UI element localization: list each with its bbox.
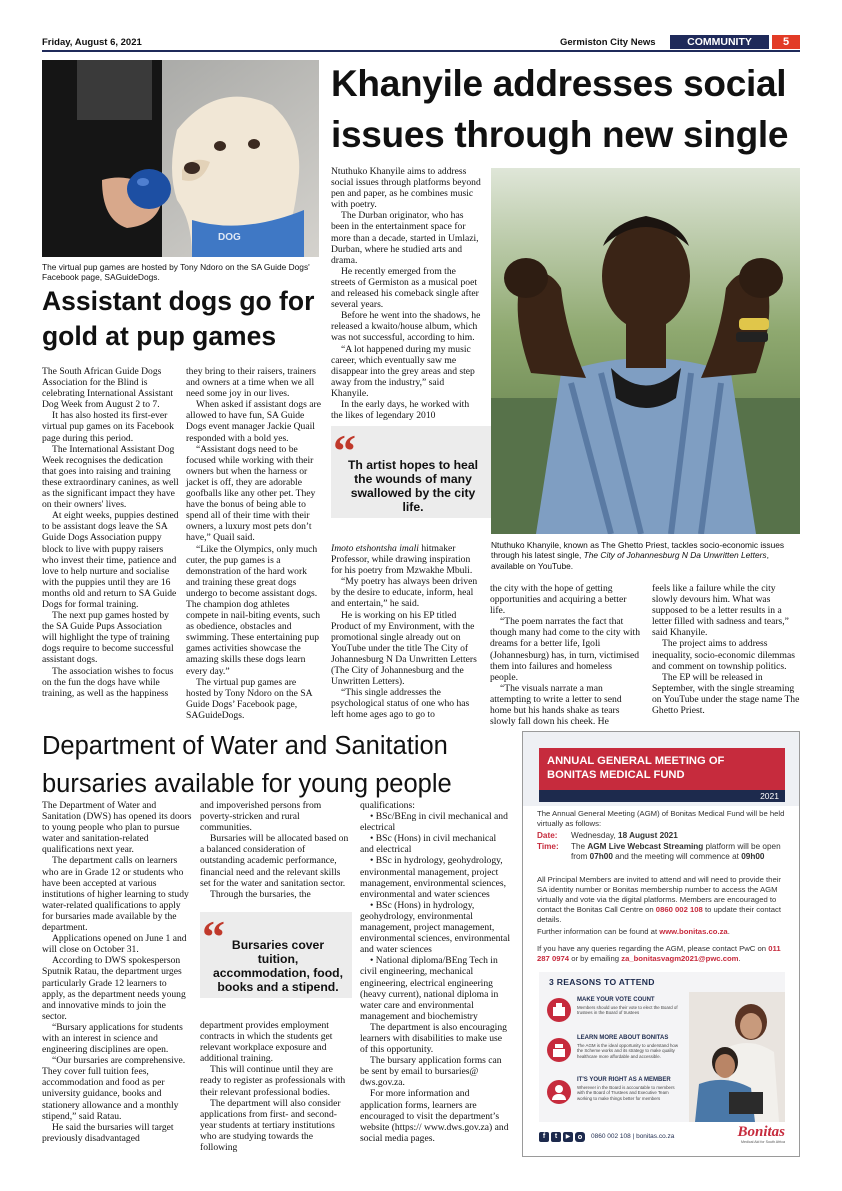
ad-footer-bar xyxy=(539,1124,785,1148)
bonitas-logo xyxy=(725,1124,785,1145)
ad-reasons-title: 3 REASONS TO ATTEND xyxy=(549,977,655,987)
paragraph: the city with the hope of getting opportunities and acquiring a better life. xyxy=(490,583,627,617)
ad-pwc-email[interactable]: za_bonitasvagm2021@pwc.com xyxy=(621,954,739,963)
paragraph: The department is also encouraging learners with disabilities to make use of this opportunity. xyxy=(360,1021,507,1056)
ad-reason-2-title: LEARN MORE ABOUT BONITAS xyxy=(577,1035,669,1041)
paragraph: department provides employment contracts in which the students get relevant workplace exposure and additional training. xyxy=(200,1020,333,1065)
bullet-item: • BSc in hydrology, geohydrology, environmental management, project management, environmental sciences, environmental and water sciences xyxy=(360,855,506,900)
ad-reason-3 xyxy=(547,1074,707,1114)
page-date: Friday, August 6, 2021 xyxy=(42,37,142,48)
ad-reason-1 xyxy=(547,994,707,1030)
paragraph: The bursary application forms can be sent by email to bursaries@ dws.gov.za. xyxy=(360,1055,502,1089)
ad-time-mid: platform will be open from xyxy=(571,842,781,861)
ad-title-banner xyxy=(539,748,785,790)
khanyile-column-1 xyxy=(331,166,481,421)
paragraph: He recently emerged from the streets of Germiston as a musical poet and released his comeback single after several years. xyxy=(331,265,479,311)
paragraph: This will continue until they are ready to register as professionals with their relevant professional bodies. xyxy=(200,1064,346,1098)
bonitas-logo-tagline: Medical Aid for South Africa xyxy=(741,1140,785,1144)
ad-further-pre: Further information can be found at xyxy=(537,927,660,936)
paragraph-rest: hitmaker Professor, while drawing inspiration for his poetry from Mzwakhe Mbuli. xyxy=(331,543,473,577)
paragraph: “A lot happened during my music career, which eventually saw me disappear into the grey areas and step away from the industry,” said Khanyile. xyxy=(331,343,475,399)
ad-intro: The Annual General Meeting (AGM) of Bonitas Medical Fund will be held virtually as follows: xyxy=(537,809,785,828)
ad-time-open: 07h00 xyxy=(589,852,613,861)
khanyile-column-1-lower xyxy=(331,543,481,721)
svg-text:DOG: DOG xyxy=(218,232,241,243)
water-column-1 xyxy=(42,800,192,1144)
member-badge-icon xyxy=(547,1080,571,1104)
paragraph: In the early days, he worked with the likes of legendary 2010 xyxy=(331,398,470,422)
ad-call-centre[interactable]: 0860 002 108 xyxy=(655,905,703,914)
ad-members-pre: All Principal Members are invited to attend and will need to provide their SA identity number or Bonitas membership number to access the AGM virtually and vote via the digital platforms. Members are encouraged to contact the Bonitas Call Centre on xyxy=(537,875,781,914)
water-pull-quote xyxy=(200,912,352,998)
ad-time-start: 09h00 xyxy=(741,852,765,861)
paragraph: Applications opened on June 1 and will close on October 31. xyxy=(42,933,187,956)
bullet-item: • BSc/BEng in civil mechanical and electrical xyxy=(360,811,508,834)
paragraph: The South African Guide Dogs Association for the Blind is celebrating International Assistant Dog Week from August 2 to 7. xyxy=(42,366,174,411)
quote-mark-icon: “ xyxy=(333,425,356,476)
ad-year-bar xyxy=(539,790,785,802)
ballot-box-icon xyxy=(547,998,571,1022)
song-title: Imoto etshontsha imali xyxy=(331,543,419,554)
paragraph: Through the bursaries, the xyxy=(210,888,311,900)
ad-members-text xyxy=(537,875,789,925)
bonitas-logo-text: Bonitas xyxy=(737,1124,785,1140)
paragraph: For more information and application forms, learners are encouraged to visit the department’s website (https:// www.dws.gov.za) and social media pages. xyxy=(360,1088,509,1144)
instagram-icon[interactable] xyxy=(575,1132,585,1142)
khanyile-headline-line1: Khanyile addresses social xyxy=(331,63,787,104)
paragraph: “Our bursaries are comprehensive. They cover full tuition fees, accommodation and food as per university guidance, books and stationery allowance and a monthly stipend,” said Ratau. xyxy=(42,1055,186,1122)
caption-text: Ntuthuko Khanyile, known as The Ghetto Priest, tackles socio-economic issues through his latest single, xyxy=(491,540,785,561)
paragraph: He is working on his EP titled Product of my Environment, with the promotional single already out on YouTube under the title The City of Johannesburg N Da Unwritten Letters (The City of Johannesburg and the Unwritten Letters). xyxy=(331,609,477,688)
ad-further-post: . xyxy=(727,927,730,936)
dogs-headline xyxy=(42,284,322,354)
publication-name: Germiston City News xyxy=(560,37,656,48)
dogs-headline-line1: Assistant dogs go for xyxy=(42,286,315,316)
ad-queries-pre: If you have any queries regarding the AGM, please contact PwC on xyxy=(537,944,769,953)
paragraph: When asked if assistant dogs are allowed to have fun, SA Guide Dogs event manager Jackie Quail responded with a bold yes. xyxy=(186,399,321,444)
paragraph: “Like the Olympics, only much cuter, the pup games is a demonstration of the hard work and training these great dogs undergo to become assistant dogs. The champion dog athletes compete in nail-biting events, such as obedience, obstacles and swimming. These entertaining pup games activities showcase the amazing skills these dogs learn every day.” xyxy=(186,543,321,677)
paragraph: “Assistant dogs need to be focused while working with their owners but when the harness or jacket is off, they are adorable goofballs like any other pet. They have the bonus of being able to spend all of their time with their owners, a luxury most pets don’t have,” Quail said. xyxy=(186,443,316,544)
podium-icon xyxy=(547,1038,571,1062)
bullet-item: • BSc (Hons) in hydrology, geohydrology, environmental management, project management, environmental sciences, environmental and water sciences xyxy=(360,899,510,956)
dog-photo xyxy=(42,60,319,257)
dogs-headline-line2: gold at pup games xyxy=(42,321,277,351)
paragraph xyxy=(331,543,481,576)
ad-reason-1-text: Members should use their vote to elect the Board of trustees in the Board of trustees xyxy=(577,1005,678,1016)
quote-mark-icon: “ xyxy=(202,911,225,962)
couple-illustration xyxy=(689,992,785,1122)
khanyile-photo-caption xyxy=(491,540,800,571)
ad-reason-2 xyxy=(547,1032,707,1072)
dogs-column-1 xyxy=(42,366,179,699)
ad-pwc-phone[interactable]: 011 287 0974 xyxy=(537,944,781,963)
ad-date-label: Date: xyxy=(537,831,558,840)
pull-quote-text: Th artist hopes to heal the wounds of many swallowed by the city life. xyxy=(347,458,479,514)
khanyile-headline xyxy=(331,58,803,160)
dog-photo-caption: The virtual pup games are hosted by Tony Ndoro on the SA Guide Dogs' Facebook page, SAGuideDogs. xyxy=(42,262,310,283)
ad-footer-phone[interactable]: 0860 002 108 xyxy=(591,1133,631,1140)
paragraph: The project aims to address inequality, socio-economic dilemmas and comment on township politics. xyxy=(652,638,795,672)
ad-further-info xyxy=(537,927,789,937)
caption-song-title: The City of Johannesburg N Da Unwritten Letters xyxy=(583,550,767,561)
ad-date-pre: Wednesday, xyxy=(571,831,619,840)
paragraph: “My poetry has always been driven by the desire to educate, inform, heal and entertain,” he said. xyxy=(331,576,478,610)
paragraph: qualifications: xyxy=(360,800,415,811)
khanyile-photo xyxy=(491,168,800,534)
paragraph: The association wishes to focus on the fun the dogs have while training, as well as the happiness xyxy=(42,665,174,699)
dog-illustration xyxy=(42,60,319,257)
paragraph: The department will also consider applications from first- and second-year students at tertiary institutions who are studying towards the following xyxy=(200,1097,341,1154)
ad-platform: AGM Live Webcast Streaming xyxy=(587,842,704,851)
ad-reason-3-title: IT'S YOUR RIGHT AS A MEMBER xyxy=(577,1077,671,1083)
pull-quote-text: Bursaries cover tuition, accommodation, food, books and a stipend. xyxy=(212,938,343,994)
paragraph: The next pup games hosted by the SA Guide Pups Association will highlight the type of training dogs require to become successful assistant dogs. xyxy=(42,610,174,666)
paragraph: He said the bursaries will target previously disadvantaged xyxy=(42,1121,174,1144)
paragraph: “This single addresses the psychological status of one who has left home ages ago to go to xyxy=(331,687,470,721)
ad-members-post: to update their contact details. xyxy=(537,905,782,924)
caption-end: , available on YouTube. xyxy=(491,550,769,571)
page-number xyxy=(772,35,800,49)
ad-queries-mid: or by emailing xyxy=(569,954,622,963)
ad-time-row xyxy=(537,842,789,862)
khanyile-column-2 xyxy=(490,583,640,727)
paragraph: and impoverished persons from poverty-stricken and rural communities. xyxy=(200,800,322,834)
ad-time-label: Time: xyxy=(537,842,559,851)
section-label: COMMUNITY xyxy=(687,36,752,48)
ad-time-text xyxy=(571,842,789,862)
paragraph: According to DWS spokesperson Sputnik Ratau, the department urges particularly Grade 12 learners to apply, as the department needs young and innovative minds to join the sector. xyxy=(42,955,186,1022)
ad-reason-1-title: MAKE YOUR VOTE COUNT xyxy=(577,997,655,1003)
ad-time-post: and the meeting will commence at xyxy=(612,852,742,861)
water-column-3 xyxy=(360,800,510,1144)
ad-title-line1: ANNUAL GENERAL MEETING OF xyxy=(547,755,725,767)
paragraph: “The poem narrates the fact that though many had come to the city with dreams for a better life, Igoli (Johannesburg) has, in turn, victimised them into failures and homeless people. xyxy=(490,616,641,683)
ad-website-link[interactable]: www.bonitas.co.za xyxy=(659,927,728,936)
paragraph: The virtual pup games are hosted by Tony Ndoro on the SA Guide Dogs’ Facebook page, SAGuideDogs. xyxy=(186,676,313,721)
water-headline-line2: bursaries available for young people xyxy=(42,770,452,798)
paragraph: The department calls on learners who are in Grade 12 or students who have been accepted at various institutions of higher learning to study water-related qualifications to apply for bursaries made available by the department. xyxy=(42,855,189,934)
ad-queries xyxy=(537,944,789,964)
page-number-label: 5 xyxy=(782,36,790,48)
paragraph: they bring to their raisers, trainers and owners at a time when we all need some joy in our lives. xyxy=(186,366,317,400)
bullet-item: • National diploma/BEng Tech in civil engineering, mechanical engineering, electrical engineering (heavy current), national diploma in water care and environmental management and biochemistry xyxy=(360,955,499,1022)
water-column-2 xyxy=(200,800,350,900)
ad-footer-site[interactable]: bonitas.co.za xyxy=(636,1133,675,1140)
paragraph: “The visuals narrate a man attempting to write a letter to send home but his hands shake as tears slowly fall down his cheek. He xyxy=(490,682,622,728)
paragraph: Bursaries will be allocated based on a balanced consideration of outstanding academic performance, financial need and the relevant skills set for the water and sanitation sector. xyxy=(200,833,349,889)
paragraph: Before he went into the shadows, he released a kwaito/house album, which was not successful, according to him. xyxy=(331,310,481,344)
dogs-column-2 xyxy=(186,366,321,721)
paragraph: “Bursary applications for students with an interest in science and engineering disciplines are open. xyxy=(42,1021,183,1056)
paragraph: It has also hosted its first-ever virtual pup games on its Facebook page during this period. xyxy=(42,410,174,444)
khanyile-illustration xyxy=(491,168,800,534)
ad-reason-3-text: Wherever in the Board is accountable to members with the Board of Trustees and Executive Team working to make things better for members xyxy=(577,1085,675,1101)
section-tab xyxy=(670,35,769,49)
paragraph: Ntuthuko Khanyile aims to address social issues through platforms beyond pen and paper, as he combines music with poetry. xyxy=(331,166,481,211)
paragraph: The Department of Water and Sanitation (DWS) has opened its doors to young people who plan to pursue water and sanitation-related qualifications next year. xyxy=(42,800,192,856)
paragraph: The International Assistant Dog Week recognises the dedication that goes into raising and training these extraordinary canines, as well as the significant impact they have on their owners' lives. xyxy=(42,443,179,511)
ad-time-pre: The xyxy=(571,842,588,851)
youtube-icon[interactable]: ▶ xyxy=(563,1132,573,1142)
paragraph: At eight weeks, puppies destined to be assistant dogs leave the SA Guide Dogs Association puppy block to live with puppy raisers who invest their time, patience and love to help nurture and socialise with the puppies until they are 16 months old and return to SA Guide Dogs for formal training. xyxy=(42,510,179,610)
khanyile-column-3 xyxy=(652,583,802,716)
header-rule xyxy=(42,50,800,52)
water-column-2-lower xyxy=(200,1020,350,1153)
khanyile-pull-quote xyxy=(331,426,491,518)
twitter-icon[interactable]: t xyxy=(551,1132,561,1142)
ad-title-line2: BONITAS MEDICAL FUND xyxy=(547,769,685,781)
paragraph: feels like a failure while the city slowly devours him. What was supposed to be a letter results in a letter filled with sadness and tears,” said Khanyile. xyxy=(652,583,789,639)
ad-date-value: 18 August 2021 xyxy=(618,831,678,840)
facebook-icon[interactable]: f xyxy=(539,1132,549,1142)
ad-reason-2-text: The AGM is the ideal opportunity to understand how the Scheme works and its strategy to make quality healthcare more affordable and accessible. xyxy=(577,1043,679,1059)
khanyile-headline-line2: issues through new single xyxy=(331,114,789,155)
water-headline-line1: Department of Water and Sanitation xyxy=(42,732,448,760)
water-headline xyxy=(42,727,512,803)
bullet-item: • BSc (Hons) in civil mechanical and electrical xyxy=(360,833,497,856)
ad-couple-photo xyxy=(689,992,785,1122)
ad-queries-post: . xyxy=(738,954,741,963)
ad-date-row xyxy=(537,831,789,841)
paragraph: The Durban originator, who has been in the entertainment space for more than a decade, started in Umlazi, Durban, where he studied arts and drama. xyxy=(331,210,479,266)
ad-year: 2021 xyxy=(760,791,779,801)
ad-footer-contact: 0860 002 108 | bonitas.co.za xyxy=(591,1133,675,1140)
ad-reasons-panel xyxy=(539,972,785,1122)
paragraph: The EP will be released in September, with the single streaming on YouTube under the stage name The Ghetto Priest. xyxy=(652,671,800,717)
bonitas-ad xyxy=(522,731,800,1157)
